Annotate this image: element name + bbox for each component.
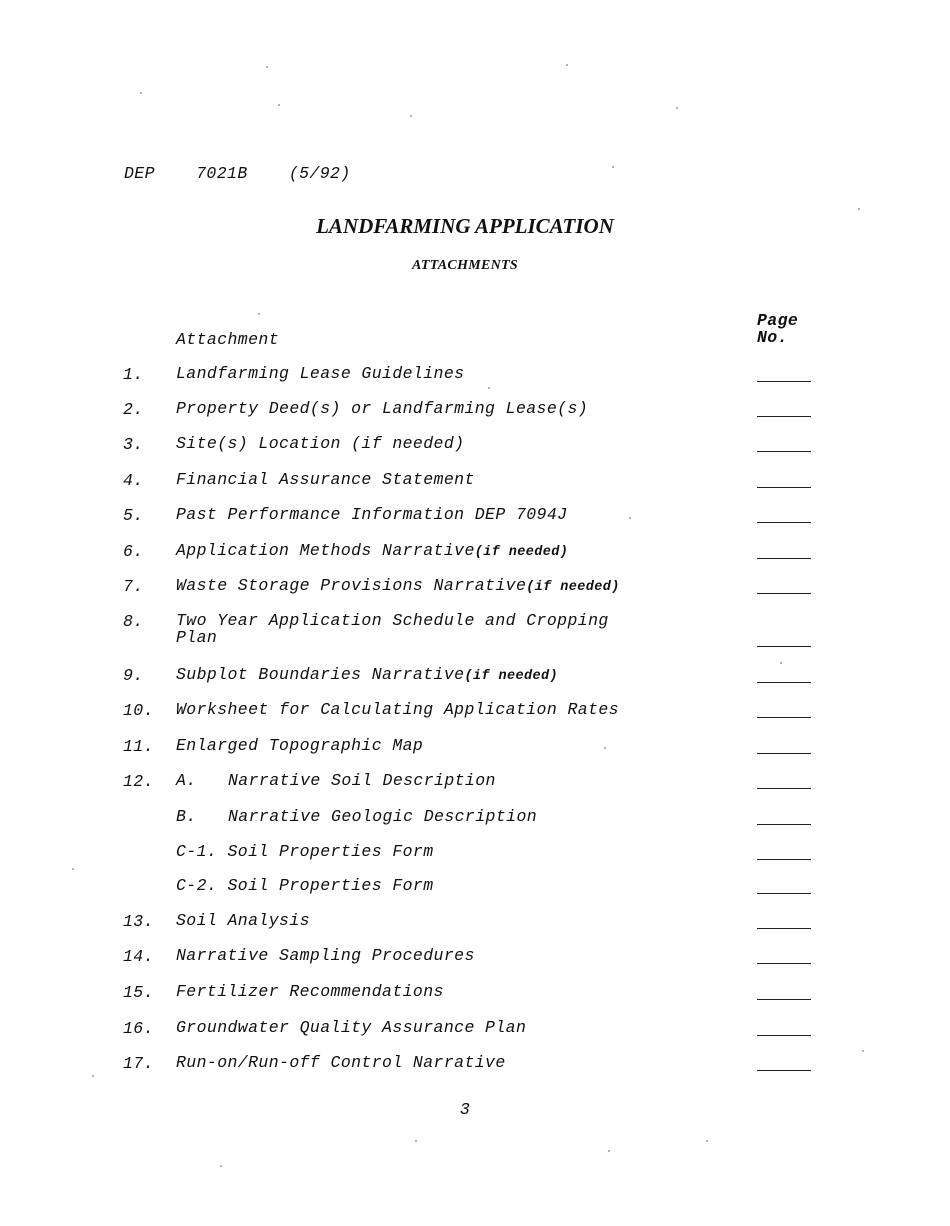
attachment-title: Fertilizer Recommendations [176, 982, 444, 1001]
attachment-title-main: Waste Storage Provisions Narrative [176, 576, 527, 595]
if-needed-note: (if needed) [526, 580, 620, 595]
attachment-number: 4. [123, 471, 144, 490]
sub-item-title: Narrative Soil Description [228, 771, 496, 790]
attachment-title-main: Subplot Boundaries Narrative [176, 665, 465, 684]
attachment-number: 15. [123, 983, 154, 1002]
attachment-title [176, 666, 646, 685]
page-number-blank [757, 451, 811, 452]
attachment-title: Narrative Sampling Procedures [176, 946, 475, 965]
attachment-title [176, 808, 646, 825]
if-needed-note: (if needed) [464, 669, 558, 684]
attachment-number: 17. [123, 1054, 154, 1073]
page-number-blank [757, 928, 811, 929]
attachment-number: 7. [123, 577, 144, 596]
attachment-number: 8. [123, 612, 144, 631]
scan-speck [220, 1165, 222, 1167]
page-column-header-line2: No. [757, 328, 788, 347]
scan-speck [258, 313, 260, 315]
scan-speck [608, 1150, 610, 1152]
scan-speck [278, 104, 280, 106]
attachment-title: Enlarged Topographic Map [176, 736, 424, 755]
page-number-blank [757, 788, 811, 789]
scan-speck [858, 208, 860, 210]
page-number-blank [757, 646, 811, 647]
scan-speck [410, 115, 412, 117]
attachment-title-main: Application Methods Narrative [176, 541, 475, 560]
page-number-blank [757, 522, 811, 523]
page-column-header-line1: Page [757, 311, 799, 330]
attachment-title: Financial Assurance Statement [176, 470, 475, 489]
attachment-title: Worksheet for Calculating Application Rates [176, 700, 619, 719]
attachment-number: 10. [123, 701, 154, 720]
attachment-title [176, 772, 646, 789]
attachment-title: Landfarming Lease Guidelines [176, 364, 465, 383]
attachment-title: Soil Analysis [176, 911, 310, 930]
page-number-blank [757, 558, 811, 559]
scan-speck [862, 1050, 864, 1052]
scan-speck [629, 517, 631, 519]
page-number-blank [757, 753, 811, 754]
page-number-blank [757, 717, 811, 718]
attachment-number: 9. [123, 666, 144, 685]
page-number-blank [757, 1035, 811, 1036]
scan-speck [140, 92, 142, 94]
scan-speck [780, 662, 782, 664]
attachment-number: 13. [123, 912, 154, 931]
attachment-title: Property Deed(s) or Landfarming Lease(s) [176, 399, 589, 418]
scan-speck [72, 868, 74, 870]
page-number-column-header [757, 312, 798, 346]
scan-speck [566, 64, 568, 66]
page-number-blank [757, 682, 811, 683]
attachment-title: C-1. Soil Properties Form [176, 842, 434, 861]
attachment-column-header: Attachment [176, 330, 280, 349]
page-number-blank [757, 1070, 811, 1071]
attachment-title: Past Performance Information DEP 7094J [176, 505, 568, 524]
document-subtitle: ATTACHMENTS [412, 258, 518, 273]
page-number-blank [757, 593, 811, 594]
scan-speck [706, 1140, 708, 1142]
sub-item-letter: B. [176, 807, 197, 826]
scan-speck [488, 387, 490, 389]
attachment-title [176, 577, 646, 596]
sub-item-letter: A. [176, 771, 197, 790]
scan-speck [676, 107, 678, 109]
if-needed-note: (if needed) [474, 545, 569, 560]
sub-item-title: Narrative Geologic Description [228, 807, 538, 826]
scan-speck [266, 66, 268, 68]
attachment-number: 12. [123, 772, 154, 791]
scan-speck [604, 747, 606, 749]
page-number-blank [757, 381, 811, 382]
page-number-blank [757, 416, 811, 417]
attachment-number: 6. [123, 542, 144, 561]
attachment-title: C-2. Soil Properties Form [176, 876, 434, 895]
page-number-blank [757, 824, 811, 825]
attachment-number: 11. [123, 737, 154, 756]
attachment-number: 16. [123, 1019, 154, 1038]
form-identifier: DEP 7021B (5/92) [124, 164, 351, 183]
page-number-blank [757, 963, 811, 964]
attachment-number: 3. [123, 435, 144, 454]
attachment-title [176, 542, 646, 561]
page-number: 3 [459, 1100, 471, 1119]
page-number-blank [757, 487, 811, 488]
page-number-blank [757, 859, 811, 860]
attachment-title: Two Year Application Schedule and Cropping Plan [176, 611, 609, 647]
page-number-blank [757, 893, 811, 894]
scan-speck [92, 1075, 94, 1077]
page-number-blank [757, 999, 811, 1000]
attachment-number: 2. [123, 400, 144, 419]
scan-speck [612, 166, 614, 168]
attachment-title: Site(s) Location (if needed) [176, 434, 465, 453]
document-title: LANDFARMING APPLICATION [316, 214, 614, 238]
attachment-number: 1. [123, 365, 144, 384]
attachment-number: 5. [123, 506, 144, 525]
attachment-title: Groundwater Quality Assurance Plan [176, 1018, 527, 1037]
attachment-number: 14. [123, 947, 154, 966]
scan-speck [415, 1140, 417, 1142]
attachment-title: Run-on/Run-off Control Narrative [176, 1053, 506, 1072]
